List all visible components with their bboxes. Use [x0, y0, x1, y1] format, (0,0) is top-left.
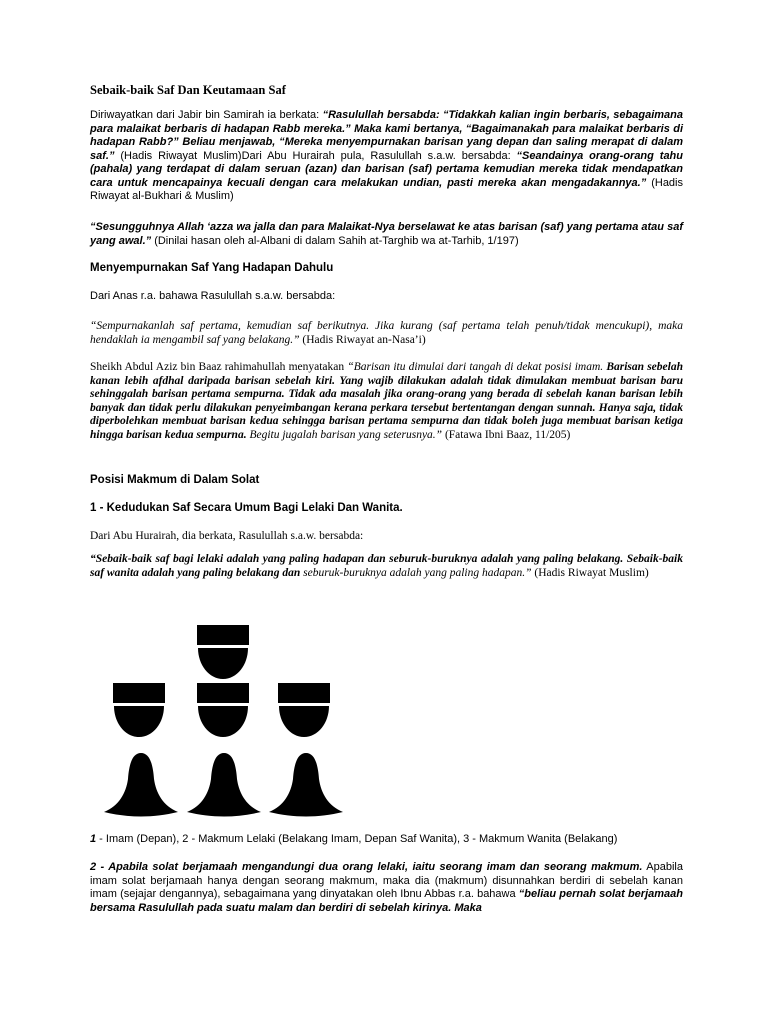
quote-run: “beliau pernah solat berjamaah bersama Rasulullah pada suatu malam dan berdiri di sebelah kirinya. Maka	[90, 888, 683, 914]
quote-run: “Sempurnakanlah saf pertama, kemudian saf berikutnya. Jika kurang (saf pertama telah penuh/tidak mencukupi), maka hendaklah ia mengambil saf yang belakang.”	[90, 320, 683, 346]
subsection-heading-kedudukan-saf: 1 - Kedudukan Saf Secara Umum Bagi Lelaki Dan Wanita.	[90, 502, 403, 514]
makmum-lelaki-figure-3	[278, 683, 330, 737]
makmum-lelaki-figure-1	[113, 683, 165, 737]
text-run: Apabila imam solat berjamaah hanya dengan seorang makmum, maka dia (makmum) disunnahkan berdiri di sebelah kanan imam (sejajar dengannya), sebagaimana yang dinyatakan oleh Ibnu Abbas r.a. bahawa	[90, 861, 683, 900]
text-run: Sheikh Abdul Aziz bin Baaz rahimahullah menyatakan	[90, 361, 348, 373]
text-run: (Hadis Riwayat al-Bukhari & Muslim)	[90, 176, 683, 202]
text-run: Diriwayatkan dari Jabir bin Samirah ia berkata:	[90, 109, 323, 121]
paragraph-dari-abu-hurairah: Dari Abu Hurairah, dia berkata, Rasulullah s.a.w. bersabda:	[90, 530, 364, 542]
makmum-wanita-figure-2	[187, 753, 261, 817]
quote-run: seburuk-buruknya adalah yang paling hadapan.”	[303, 566, 532, 579]
saf-position-diagram	[100, 622, 350, 817]
page-title: Sebaik-baik Saf Dan Keutamaan Saf	[90, 83, 286, 97]
paragraph-fatwa-ibn-baaz	[90, 361, 683, 442]
quote-run: “Barisan itu dimulai dari tangah di dekat posisi imam.	[347, 361, 607, 373]
paragraph-hadith-sempurnakan-saf	[90, 320, 683, 347]
paragraph-dari-anas: Dari Anas r.a. bahawa Rasulullah s.a.w. bersabda:	[90, 290, 336, 302]
text-run: (Hadis Riwayat Muslim)Dari Abu Hurairah pula, Rasulullah s.a.w. bersabda:	[114, 149, 517, 162]
quote-run: 2 - Apabila solat berjamaah mengandungi dua orang lelaki, iaitu seorang imam dan seorang makmum.	[90, 861, 643, 873]
paragraph-hadith-jabir	[90, 109, 683, 204]
paragraph-hadith-selawat	[90, 221, 683, 248]
caption-number-run: 1	[90, 833, 97, 845]
imam-figure	[197, 625, 249, 679]
text-run: - Imam (Depan), 2 - Makmum Lelaki (Belakang Imam, Depan Saf Wanita), 3 - Makmum Wanita (Belakang)	[96, 833, 618, 845]
text-run: (Hadis Riwayat an-Nasa’i)	[299, 333, 426, 346]
text-run: (Fatawa Ibni Baaz, 11/205)	[442, 428, 571, 441]
quote-run: Begitu jugalah barisan yang seterusnya.”	[249, 428, 443, 441]
section-heading-menyempurnakan-saf: Menyempurnakan Saf Yang Hadapan Dahulu	[90, 262, 334, 274]
makmum-wanita-figure-1	[104, 753, 178, 817]
quote-run: Barisan sebelah kanan lebih afdhal daripada barisan sebelah kiri. Yang wajib dilakukan adalah tidak dimulakan membuat barisan baru sehinggalah barisan pertama sempurna. Tidak ada masalah jika orang-orang yang berada di sebelah kanan barisan lebih banyak dan tidak perlu dilakukan penyeimbangan kerana perkara tersebut bertentangan dengan sunnah. Hanya saja, tidak diperbolehkan membuat barisan kedua sehingga barisan pertama sempurna dan tidak boleh juga membuat barisan ketiga hingga barisan kedua sempurna.	[90, 361, 683, 441]
quote-run: “Sesungguhnya Allah ‘azza wa jalla dan para Malaikat-Nya berselawat ke atas barisan (saf) yang pertama atau saf yang awal.”	[90, 221, 683, 247]
makmum-lelaki-figure-2	[197, 683, 249, 737]
makmum-wanita-figure-3	[269, 753, 343, 817]
text-run: (Dinilai hasan oleh al-Albani di dalam Sahih at-Targhib wa at-Tarhib, 1/197)	[151, 234, 519, 247]
quote-run: “Seandainya orang-orang tahu (pahala) yang terdapat di dalam seruan (azan) dan barisan (saf) pertama kemudian mereka tidak mendapatkan cara untuk mencapainya kecuali dengan cara melakukan undian, pasti mereka akan mengadakannya.”	[90, 149, 683, 189]
text-run: (Hadis Riwayat Muslim)	[531, 566, 649, 579]
saf-position-figure	[100, 622, 350, 822]
quote-run: “Rasulullah bersabda: “Tidakkah kalian ingin berbaris, sebagaimana para malaikat berbaris di hadapan Rabb mereka.” Maka kami bertanya, “Bagaimanakah para malaikat berbaris di hadapan Rabb?” Beliau menjawab, “Mereka menyempurnakan barisan yang depan dan saling merapat di dalam saf.”	[90, 109, 683, 162]
paragraph-hadith-sebaik-saf	[90, 553, 683, 580]
figure-caption	[90, 833, 683, 847]
quote-run: “Sebaik-baik saf bagi lelaki adalah yang paling hadapan dan seburuk-buruknya adalah yang paling belakang. Sebaik-baik saf wanita adalah yang paling belakang dan	[90, 553, 683, 579]
paragraph-solat-berjamaah-dua-lelaki	[90, 861, 683, 915]
diagram-shapes	[104, 625, 343, 817]
section-heading-posisi-makmum: Posisi Makmum di Dalam Solat	[90, 474, 260, 486]
